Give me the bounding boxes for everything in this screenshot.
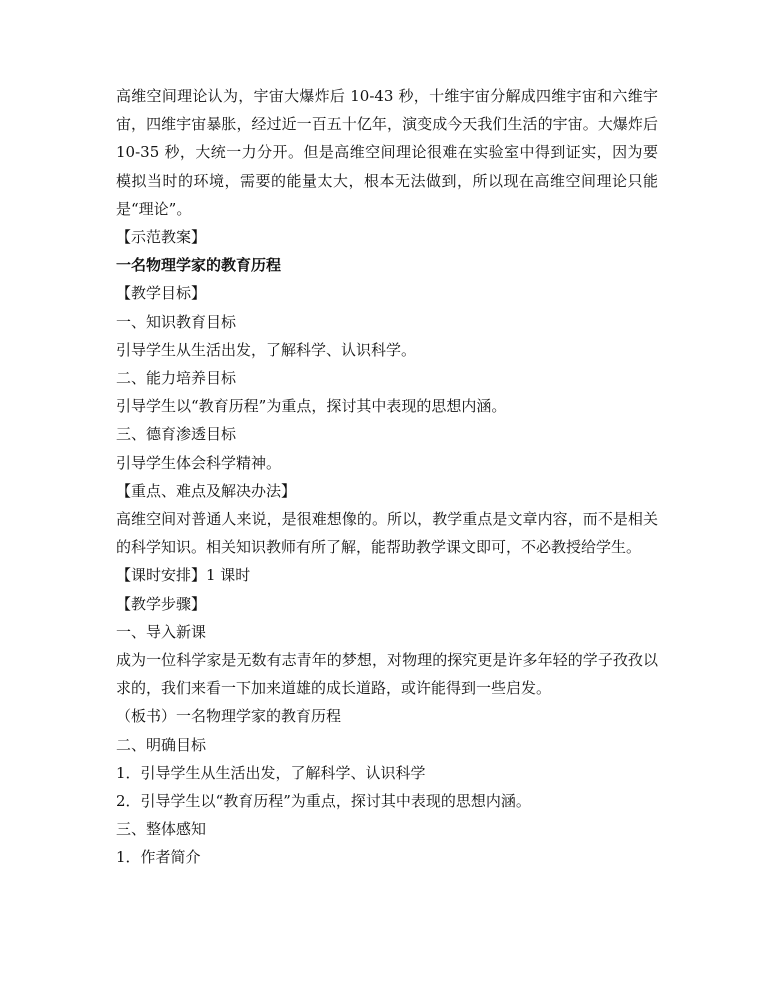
- schedule-line: 【课时安排】1 课时: [116, 566, 251, 585]
- sample-plan-heading: 【示范教案】: [116, 228, 207, 247]
- key-points-heading: 【重点、难点及解决办法】: [116, 481, 297, 500]
- objective-3-text: 引导学生体会科学精神。: [116, 453, 282, 472]
- step-1-text: 成为一位科学家是无数有志青年的梦想，对物理的探究更是许多年轻的学子孜孜以求的，我们来看一下加来道雄的成长道路，或许能得到一些启发。: [116, 651, 658, 698]
- board-note: （板书）一名物理学家的教育历程: [116, 707, 342, 726]
- step-3-title: 三、整体感知: [116, 820, 207, 839]
- document-body: [116, 82, 658, 872]
- objective-2-title: 二、能力培养目标: [116, 369, 237, 388]
- intro-paragraph: 高维空间理论认为，宇宙大爆炸后 10-43 秒，十维宇宙分解成四维宇宙和六维宇宙，四维宇宙暴胀，经过近一百五十亿年，演变成今天我们生活的宇宙。大爆炸后 10-35 秒，大统一力分开。但是高维空间理论很难在实验室中得到证实，因为要模拟当时的环境，需要的能量太大，根本无法做到，所以现在高维空间理论只能是“理论”。: [116, 87, 658, 218]
- step-2-title: 二、明确目标: [116, 735, 207, 754]
- objective-1-title: 一、知识教育目标: [116, 312, 237, 331]
- step-1-title: 一、导入新课: [116, 622, 207, 641]
- lesson-title: 一名物理学家的教育历程: [116, 256, 282, 275]
- objectives-heading: 【教学目标】: [116, 284, 207, 303]
- step-3-item-1: 1．作者简介: [116, 848, 201, 867]
- objective-2-text: 引导学生以“教育历程”为重点，探讨其中表现的思想内涵。: [116, 397, 507, 416]
- steps-heading: 【教学步骤】: [116, 594, 207, 613]
- step-2-item-2: 2．引导学生以“教育历程”为重点，探讨其中表现的思想内涵。: [116, 792, 531, 811]
- objective-3-title: 三、德育渗透目标: [116, 425, 237, 444]
- objective-1-text: 引导学生从生活出发，了解科学、认识科学。: [116, 340, 417, 359]
- key-points-text: 高维空间对普通人来说，是很难想像的。所以，教学重点是文章内容，而不是相关的科学知识。相关知识教师有所了解，能帮助教学课文即可，不必教授给学生。: [116, 510, 658, 557]
- step-2-item-1: 1．引导学生从生活出发，了解科学、认识科学: [116, 763, 426, 782]
